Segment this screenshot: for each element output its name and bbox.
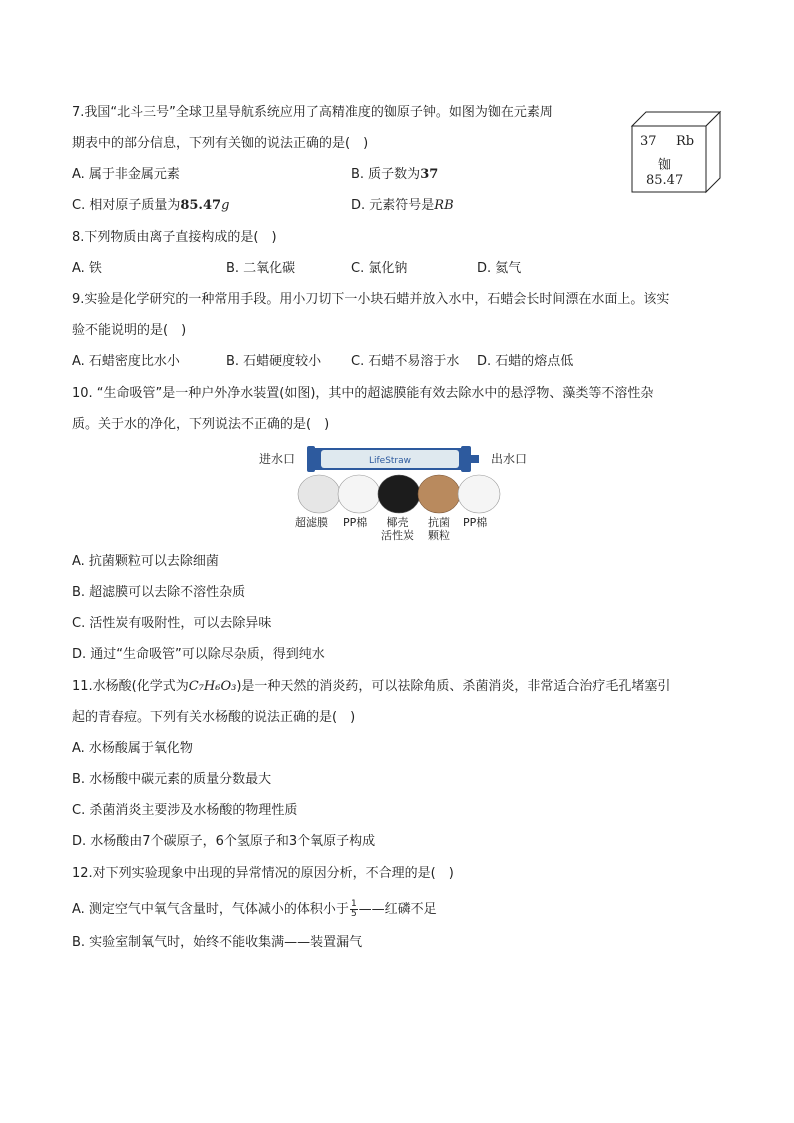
filter-disc-pp-cotton-2: [458, 475, 500, 513]
q7-option-b[interactable]: [351, 166, 438, 184]
q12-option-a-suffix: ——红磷不足: [358, 902, 437, 917]
q7-option-c-number: 85.47: [180, 198, 222, 213]
lifestraw-tube-cap-right: [461, 446, 471, 472]
q11-stem-line2: 起的青春痘。下列有关水杨酸的说法正确的是( ): [72, 710, 356, 725]
q9-option-a[interactable]: A. 石蜡密度比水小: [72, 354, 180, 369]
q10-option-b[interactable]: B. 超滤膜可以去除不溶性杂质: [72, 585, 246, 600]
q7-stem-line1: 7.我国“北斗三号”全球卫星导航系统应用了高精准度的铷原子钟。如图为铷在元素周: [72, 105, 553, 120]
q7-option-d-symbol: RB: [434, 198, 454, 213]
q8-option-b[interactable]: B. 二氧化碳: [226, 261, 296, 276]
q7-option-b-text: B. 质子数为: [351, 167, 421, 182]
q12-option-a-fraction: [350, 900, 358, 919]
rubidium-element-card: [630, 110, 722, 194]
lifestraw-mouthpiece: [471, 455, 479, 463]
filter-label-ultrafiltration: 超滤膜: [295, 516, 328, 529]
filter-label-pp-cotton-1: PP棉: [343, 516, 368, 529]
q10-option-a[interactable]: A. 抗菌颗粒可以去除细菌: [72, 554, 219, 569]
q10-option-d[interactable]: D. 通过“生命吸管”可以除尽杂质，得到纯水: [72, 647, 325, 662]
filter-disc-coconut-carbon: [378, 475, 420, 513]
element-atomic-mass: 85.47: [646, 173, 684, 188]
q11-stem-line1: [72, 678, 670, 696]
lifestraw-figure: [255, 438, 545, 542]
q7-option-c[interactable]: [72, 197, 229, 215]
q7-option-b-number: 37: [420, 167, 439, 182]
q7-option-d[interactable]: [351, 197, 454, 215]
q7-option-a[interactable]: A. 属于非金属元素: [72, 167, 180, 182]
q11-option-d-part2: 个碳原子，: [150, 834, 216, 849]
q7-option-c-text: C. 相对原子质量为: [72, 198, 181, 213]
q11-option-d-num2: 6: [215, 834, 224, 849]
q11-stem-suffix: )是一种天然的消炎药，可以祛除角质、杀菌消炎，非常适合治疗毛孔堵塞引: [236, 679, 671, 694]
q8-option-c[interactable]: C. 氯化钠: [351, 261, 408, 276]
filter-disc-antibacterial: [418, 475, 460, 513]
q7-stem-line2: 期表中的部分信息，下列有关铷的说法正确的是( ): [72, 136, 369, 151]
q11-option-b[interactable]: B. 水杨酸中碳元素的质量分数最大: [72, 772, 272, 787]
element-atomic-number: 37: [640, 134, 657, 149]
lifestraw-tube-cap-left: [307, 446, 315, 472]
q9-stem-line1: 9.实验是化学研究的一种常用手段。用小刀切下一小块石蜡并放入水中，石蜡会长时间漂在水面上。该实: [72, 292, 670, 307]
q12-stem: 12.对下列实验现象中出现的异常情况的原因分析，不合理的是( ): [72, 866, 454, 881]
q11-option-a[interactable]: A. 水杨酸属于氧化物: [72, 741, 193, 756]
outlet-label: 出水口: [491, 452, 528, 466]
q8-option-d[interactable]: D. 氦气: [477, 261, 522, 276]
q11-option-d-part1: D. 水杨酸由: [72, 834, 143, 849]
element-name: 铷: [658, 158, 672, 173]
fraction-denominator: 5: [350, 909, 357, 919]
q12-option-a-prefix: A. 测定空气中氧气含量时，气体减小的体积小于: [72, 902, 349, 917]
q12-option-a[interactable]: [72, 900, 437, 919]
q11-option-c[interactable]: C. 杀菌消炎主要涉及水杨酸的物理性质: [72, 803, 298, 818]
q9-option-b[interactable]: B. 石蜡硬度较小: [226, 354, 322, 369]
filter-label-coconut-carbon: 椰壳 活性炭: [381, 516, 414, 542]
q12-option-b[interactable]: B. 实验室制氧气时，始终不能收集满——装置漏气: [72, 935, 363, 950]
q7-option-d-text: D. 元素符号是: [351, 198, 435, 213]
q8-stem: 8.下列物质由离子直接构成的是( ): [72, 230, 277, 245]
q11-option-d-num1: 7: [142, 834, 151, 849]
q9-option-c[interactable]: C. 石蜡不易溶于水: [351, 354, 460, 369]
q11-stem-prefix: 11.水杨酸(化学式为: [72, 679, 189, 694]
lifestraw-tube-text: LifeStraw: [368, 456, 412, 466]
q9-option-d[interactable]: D. 石蜡的熔点低: [477, 354, 574, 369]
q10-option-c[interactable]: C. 活性炭有吸附性，可以去除异味: [72, 616, 272, 631]
filter-label-antibacterial: 抗菌 颗粒: [428, 516, 450, 542]
q10-stem-line1: 10. “生命吸管”是一种户外净水装置(如图)，其中的超滤膜能有效去除水中的悬浮物、藻类等不溶性杂: [72, 386, 654, 401]
q10-stem-line2: 质。关于水的净化，下列说法不正确的是( ): [72, 417, 330, 432]
q11-option-d-part4: 个氧原子构成: [297, 834, 376, 849]
inlet-label: 进水口: [259, 452, 296, 466]
q11-option-d-part3: 个氢原子和: [223, 834, 289, 849]
element-symbol: Rb: [676, 134, 695, 149]
q11-formula: C₇H₆O₃: [188, 679, 237, 694]
filter-label-pp-cotton-2: PP棉: [463, 516, 488, 529]
q7-option-c-unit: g: [221, 198, 230, 213]
filter-disc-pp-cotton-1: [338, 475, 380, 513]
fraction-numerator: 1: [350, 899, 357, 909]
q9-stem-line2: 验不能说明的是( ): [72, 323, 187, 338]
q8-option-a[interactable]: A. 铁: [72, 261, 102, 276]
q11-option-d-num3: 3: [288, 834, 298, 849]
filter-disc-ultrafiltration: [298, 475, 340, 513]
q11-option-d[interactable]: [72, 833, 375, 851]
